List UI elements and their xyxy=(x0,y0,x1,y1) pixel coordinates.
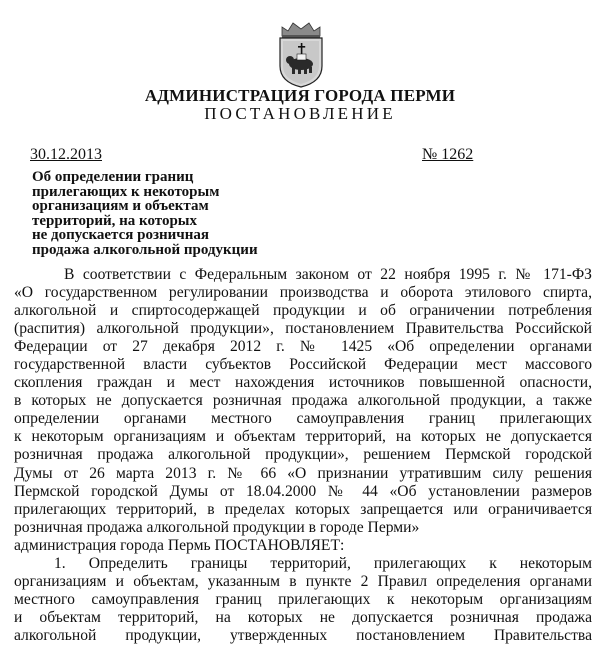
document-type-title: ПОСТАНОВЛЕНИЕ xyxy=(204,104,396,123)
subject-line: не допускается розничная xyxy=(32,227,209,244)
body-line: розничная продажа алкогольной продукции», решением Пермской городской xyxy=(14,446,592,464)
body-line: розничная продажа алкогольной продукции в городе Перми» xyxy=(14,518,420,536)
body-line: Пермской городской Думы от 18.04.2000 № 44 «Об установлении размеров xyxy=(14,482,592,500)
body-line: к некоторым организациям и объектам территорий, на которых не допускается xyxy=(14,428,592,446)
body-line: прилегающих территорий, в пределах которых запрещается или ограничивается xyxy=(14,500,592,518)
body-line: «О государственном регулировании производства и оборота этилового спирта, xyxy=(14,284,592,302)
body-line: (распития) алкогольной продукции», постановлением Правительства Российской xyxy=(14,320,592,338)
subject-line: Об определении границ xyxy=(32,169,194,185)
perm-coat-of-arms-bear-icon xyxy=(274,20,328,88)
body-line: местного самоуправления границ прилегающих к некоторым организациям xyxy=(14,590,592,608)
document-body xyxy=(14,266,592,645)
subject-line: территорий, на которых xyxy=(32,212,198,229)
body-line: в которых не допускается розничная продажа алкогольной продукции, а также xyxy=(14,392,592,410)
subject-line: продажа алкогольной продукции xyxy=(32,241,258,258)
subject-line: прилегающих к некоторым xyxy=(32,183,220,200)
body-line: и объектам территорий, на которых не допускается розничная продажа xyxy=(14,608,592,626)
subject-line: организациям и объектам xyxy=(32,198,209,215)
body-line: государственной власти субъектов Российской Федерации мест массового xyxy=(14,356,592,374)
body-line: алкогольной и спиртосодержащей продукции и об ограничении потребления xyxy=(14,302,592,320)
body-line: администрация города Пермь ПОСТАНОВЛЯЕТ: xyxy=(14,536,345,554)
body-line: скопления граждан и мест нахождения источников повышенной опасности, xyxy=(14,374,592,392)
body-line: В соответствии с Федеральным законом от 22 ноября 1995 г. № 171-ФЗ xyxy=(64,266,592,283)
document-subject xyxy=(32,170,292,258)
body-line: Думы от 26 марта 2013 г. № 66 «О признании утратившим силу решения xyxy=(14,464,592,482)
body-line: 1. Определить границы территорий, прилегающих к некоторым xyxy=(54,554,592,572)
document-number: № 1262 xyxy=(422,146,474,163)
body-line: определении органами местного самоуправления границ прилегающих xyxy=(14,410,592,428)
document-date: 30.12.2013 xyxy=(30,146,102,163)
body-line: алкогольной продукции, утвержденных постановлением Правительства xyxy=(14,626,592,644)
body-line: Федерации от 27 декабря 2012 г. № 1425 «Об определении органами xyxy=(14,338,592,356)
organization-title: АДМИНИСТРАЦИЯ ГОРОДА ПЕРМИ xyxy=(144,86,456,105)
body-line: организациям и объектам, указанным в пункте 2 Правил определения органами xyxy=(14,572,592,590)
